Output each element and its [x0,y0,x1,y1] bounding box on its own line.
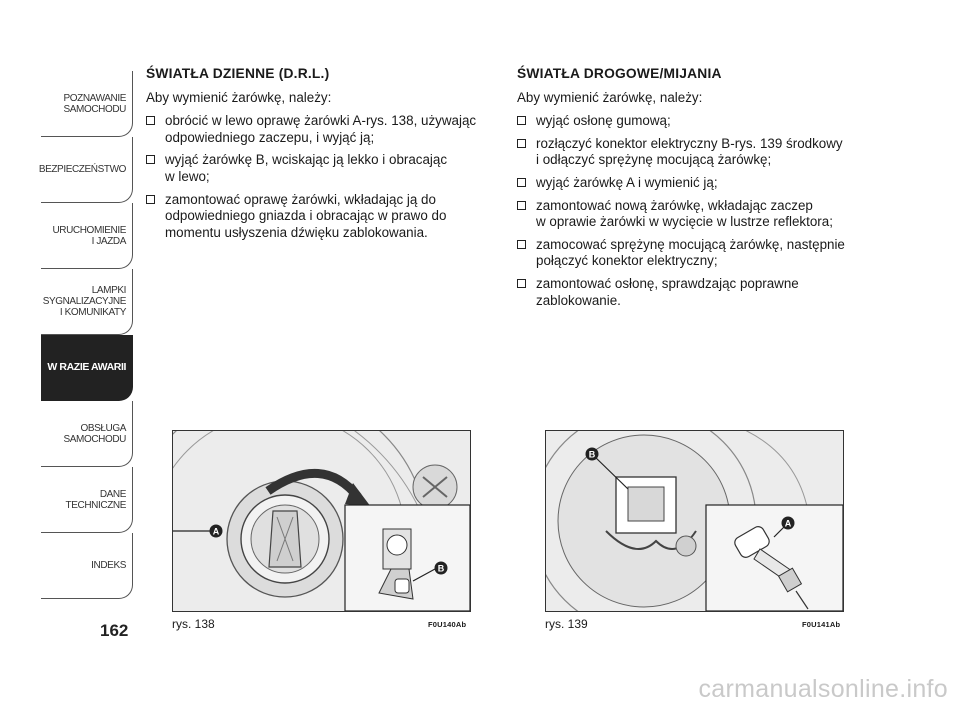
callout-a-label: A [212,526,220,537]
nav-tab-lampki[interactable] [41,269,133,335]
step-text: wyjąć żarówkę B, wciskając ją lekko i obracając w lewo; [165,152,448,184]
nav-tab-indeks[interactable] [41,533,133,599]
step-item [517,198,887,231]
nav-tab-uruchomienie[interactable] [41,203,133,269]
checkbox-bullet-icon [517,178,526,187]
nav-tab-obsluga[interactable] [41,401,133,467]
chapter-nav [38,71,133,599]
step-item [517,136,887,169]
section-heading: ŚWIATŁA DROGOWE/MIJANIA [517,66,722,81]
callout-a-label: A [784,518,792,529]
figure-code: F0U141Ab [802,620,841,629]
callout-b-label: B [437,563,445,574]
step-item [146,152,506,185]
step-text: zamocować sprężynę mocującą żarówkę, następnie połączyć konektor elektryczny; [536,236,845,269]
nav-tab-label: W RAZIE AWARII [47,361,126,373]
checkbox-bullet-icon [517,279,526,288]
step-text: zamontować oprawę żarówki, wkładając ją do odpowiedniego gniazda i obracając w prawo do momentu usłyszenia dźwięku zablokowania. [165,191,447,240]
step-list [517,113,887,309]
page-number: 162 [100,621,129,640]
figure-caption: rys. 138 [172,617,215,631]
drl-section [146,66,506,247]
step-text: wyjąć osłonę gumową; [536,113,671,129]
checkbox-bullet-icon [517,240,526,249]
nav-tab-dane[interactable] [41,467,133,533]
nav-tab-label: BEZPIECZEŃSTWO [38,164,126,175]
nav-tab-label: POZNAWANIE SAMOCHODU [63,92,126,115]
checkbox-bullet-icon [517,201,526,210]
nav-tab-label: URUCHOMIENIE I JAZDA [52,224,126,247]
step-item [146,113,506,146]
nav-tab-poznawanie[interactable] [41,71,133,137]
step-item [517,237,887,270]
high-low-beam-section [517,66,887,315]
figure-138-drl-bulb [172,430,471,612]
nav-tab-bezpieczenstwo[interactable] [38,137,133,203]
nav-tab-label: DANE TECHNICZNE [65,488,126,511]
checkbox-bullet-icon [146,195,155,204]
checkbox-bullet-icon [517,116,526,125]
step-item [517,276,887,309]
figure-code: F0U140Ab [428,620,467,629]
checkbox-bullet-icon [517,139,526,148]
headlamp-drl-illustration [173,431,470,611]
step-item [517,175,887,192]
section-intro: Aby wymienić żarówkę, należy: [517,89,703,105]
step-item [146,192,506,242]
step-text: zamontować osłonę, sprawdzając poprawne zablokowanie. [536,275,799,308]
checkbox-bullet-icon [146,155,155,164]
nav-tab-w-razie-awarii[interactable] [41,335,133,401]
headlamp-beam-illustration [546,431,843,611]
nav-tab-label: INDEKS [91,560,126,571]
callout-b-label: B [588,449,596,460]
step-text: obrócić w lewo oprawę żarówki A-rys. 138, używając odpowiedniego zaczepu, i wyjąć ją; [165,113,477,145]
step-text: wyjąć żarówkę A i wymienić ją; [536,174,718,190]
section-heading: ŚWIATŁA DZIENNE (D.R.L.) [146,66,330,81]
nav-tab-label: LAMPKI SYGNALIZACYJNE I KOMUNIKATY [42,285,126,318]
checkbox-bullet-icon [146,116,155,125]
step-list [146,113,506,241]
step-text: rozłączyć konektor elektryczny B-rys. 139 środkowy i odłączyć sprężynę mocującą żarówkę; [536,135,843,168]
step-item [517,113,887,130]
figure-139-headlamp-bulb [545,430,844,612]
step-text: zamontować nową żarówkę, wkładając zaczep w oprawie żarówki w wycięcie w lustrze reflektora; [536,197,833,230]
section-intro: Aby wymienić żarówkę, należy: [146,89,332,105]
nav-tab-label: OBSŁUGA SAMOCHODU [63,422,126,445]
figure-caption: rys. 139 [545,617,588,631]
watermark: carmanualsonline.info [698,675,948,703]
